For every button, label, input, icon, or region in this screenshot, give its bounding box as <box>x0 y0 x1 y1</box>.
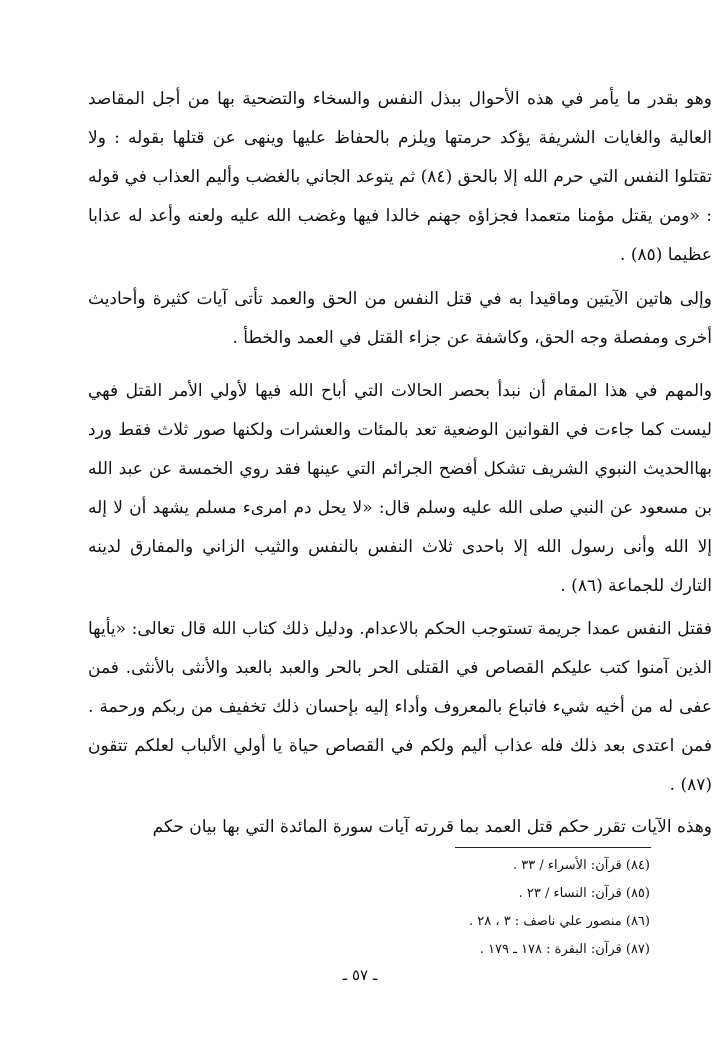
paragraph-1: وهو بقدر ما يأمر في هذه الأحوال ببذل النفس والسخاء والتضحية بها من أجل المقاصد العالية والغايات الشريفة يؤكد حرمتها ويلزم بالحفاظ عليها وينهى عن قتلها بقوله : ولا تقتلوا النفس التي حرم الله إلا بالحق (٨٤) ثم يتوعد الجاني بالغضب وأليم العذاب في قوله : «ومن يقتل مؤمنا متعمدا فجزاؤه جهنم خالدا فيها وغضب الله عليه ولعنه وأعد له عذابا عظيما (٨٥) . <box>88 89 712 265</box>
footnote-86: (٨٦) منصور علي ناصف : ٣ ، ٢٨ . <box>469 914 650 929</box>
footnotes <box>300 852 650 964</box>
paragraph-2: وإلى هاتين الآيتين وماقيدا به في قتل النفس من الحق والعمد تأتى آيات كثيرة وأحاديث أخرى ومفصلة وجه الحق، وكاشفة عن جزاء القتل في العمد والخطأ . <box>88 289 712 348</box>
footnote-divider <box>455 847 651 848</box>
page-number: ـ ٥٧ ـ <box>342 966 378 984</box>
paragraph-4: فقتل النفس عمدا جريمة تستوجب الحكم بالاعدام. ودليل ذلك كتاب الله قال تعالى: «يأيها الذين آمنوا كتب عليكم القصاص في القتلى الحر بالحر والعبد بالعبد والأنثى بالأنثى. فمن عفى له من أخيه شيء فاتباع بالمعروف وأداء إليه بإحسان ذلك تخفيف من ربكم ورحمة . فمن اعتدى بعد ذلك فله عذاب أليم ولكم في القصاص حياة يا أولي الألباب لعلكم تتقون (٨٧) . <box>88 619 712 795</box>
footnote-87: (٨٧) قرآن: البقرة : ١٧٨ ـ ١٧٩ . <box>479 942 650 957</box>
footnote-84: (٨٤) قرآن: الأسراء / ٣٣ . <box>512 858 650 873</box>
paragraph-3: والمهم في هذا المقام أن نبدأ بحصر الحالات التي أباح الله فيها لأولي الأمر القتل فهي ليست كما جاءت في القوانين الوضعية تعد بالمئات والعشرات ولكنها صور ثلاث فقط ورد بهاالحديث النبوي الشريف تشكل أفضح الجرائم التي عينها فقد روي الخمسة عن عبد الله بن مسعود عن النبي صلى الله عليه وسلم قال: «لا يحل دم امرىء مسلم يشهد أن لا إله إلا الله وأنى رسول الله إلا باحدى ثلاث النفس بالنفس والثيب الزاني والمفارق لدينه التارك للجماعة (٨٦) . <box>88 381 712 596</box>
paragraph-5: وهذه الآيات تقرر حكم قتل العمد بما قررته آيات سورة المائدة التي بها بيان حكم <box>152 817 712 837</box>
footnote-85: (٨٥) قرآن: النساء / ٢٣ . <box>518 886 650 901</box>
